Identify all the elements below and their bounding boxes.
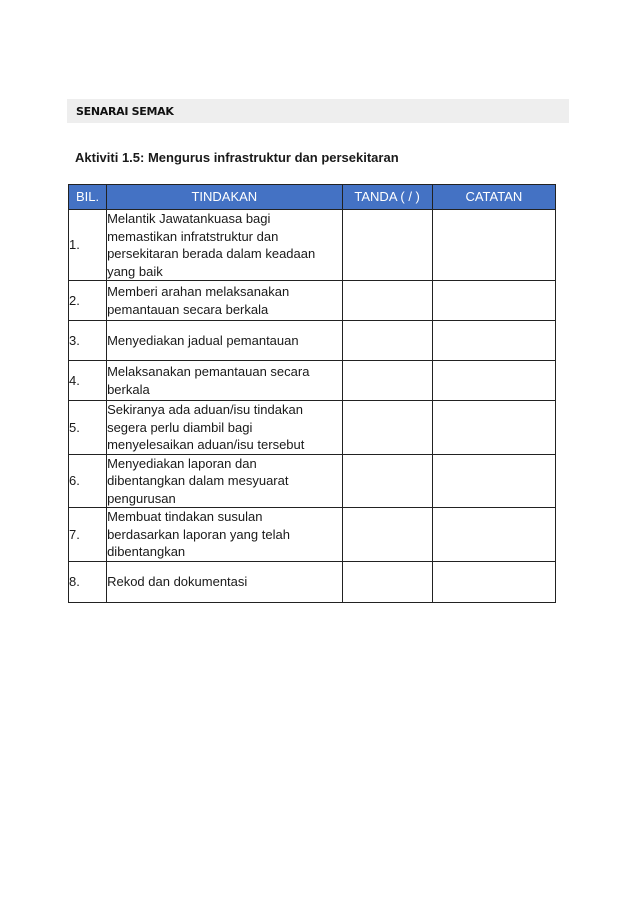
- tanda-cell[interactable]: [342, 561, 432, 602]
- checklist-table: [68, 184, 556, 603]
- action-line: pemantauan secara berkala: [107, 301, 269, 317]
- row-number: 4.: [69, 361, 107, 401]
- row-action: [107, 210, 342, 281]
- action-line: pengurusan: [107, 490, 176, 506]
- catatan-cell[interactable]: [432, 281, 555, 321]
- row-action: [107, 321, 342, 361]
- catatan-cell[interactable]: [432, 561, 555, 602]
- table-row: [69, 281, 556, 321]
- table-row: [69, 321, 556, 361]
- row-number: 8.: [69, 561, 107, 602]
- tanda-cell[interactable]: [342, 281, 432, 321]
- catatan-cell[interactable]: [432, 508, 555, 562]
- header-catatan: CATATAN: [432, 185, 555, 210]
- tanda-cell[interactable]: [342, 401, 432, 455]
- table-header-row: [69, 185, 556, 210]
- action-line: Melaksanakan pemantauan secara: [107, 364, 310, 379]
- action-line: Membuat tindakan susulan: [107, 509, 263, 524]
- tanda-cell[interactable]: [342, 321, 432, 361]
- action-line: berdasarkan laporan yang telah: [107, 526, 290, 542]
- header-bil: BIL.: [69, 185, 107, 210]
- action-line: Memberi arahan melaksanakan: [107, 284, 290, 299]
- tanda-cell[interactable]: [342, 361, 432, 401]
- section-header-bar: [67, 99, 569, 123]
- header-tindakan: TINDAKAN: [107, 185, 342, 210]
- section-label: SENARAI SEMAK: [76, 104, 174, 118]
- row-action: [107, 561, 342, 602]
- catatan-cell[interactable]: [432, 454, 555, 508]
- action-line: berkala: [107, 381, 150, 397]
- tanda-cell[interactable]: [342, 210, 432, 281]
- row-number: 2.: [69, 281, 107, 321]
- table-row: [69, 561, 556, 602]
- row-number: 1.: [69, 210, 107, 281]
- checklist-body: [69, 210, 556, 603]
- action-line: yang baik: [107, 263, 163, 279]
- table-row: [69, 401, 556, 455]
- action-line: Rekod dan dokumentasi: [107, 573, 248, 589]
- row-action: [107, 401, 342, 455]
- action-line: Sekiranya ada aduan/isu tindakan: [107, 402, 303, 417]
- action-line: Menyediakan jadual pemantauan: [107, 332, 299, 348]
- catatan-cell[interactable]: [432, 361, 555, 401]
- table-row: [69, 454, 556, 508]
- row-action: [107, 508, 342, 562]
- catatan-cell[interactable]: [432, 401, 555, 455]
- action-line: memastikan infratstruktur dan: [107, 228, 279, 244]
- catatan-cell[interactable]: [432, 321, 555, 361]
- action-line: dibentangkan dalam mesyuarat: [107, 473, 289, 488]
- tanda-cell[interactable]: [342, 454, 432, 508]
- tanda-cell[interactable]: [342, 508, 432, 562]
- table-row: [69, 508, 556, 562]
- action-line: Melantik Jawatankuasa bagi: [107, 211, 271, 226]
- catatan-cell[interactable]: [432, 210, 555, 281]
- row-action: [107, 281, 342, 321]
- row-number: 7.: [69, 508, 107, 562]
- action-line: dibentangkan: [107, 544, 186, 559]
- row-number: 6.: [69, 454, 107, 508]
- action-line: segera perlu diambil bagi: [107, 419, 253, 435]
- row-number: 3.: [69, 321, 107, 361]
- row-action: [107, 361, 342, 401]
- activity-title: Aktiviti 1.5: Mengurus infrastruktur dan persekitaran: [75, 150, 399, 165]
- action-line: Menyediakan laporan dan: [107, 455, 257, 471]
- action-line: menyelesaikan aduan/isu tersebut: [107, 437, 305, 452]
- table-row: [69, 361, 556, 401]
- action-line: persekitaran berada dalam keadaan: [107, 246, 316, 261]
- row-number: 5.: [69, 401, 107, 455]
- table-row: [69, 210, 556, 281]
- row-action: [107, 454, 342, 508]
- header-tanda: TANDA ( / ): [342, 185, 432, 210]
